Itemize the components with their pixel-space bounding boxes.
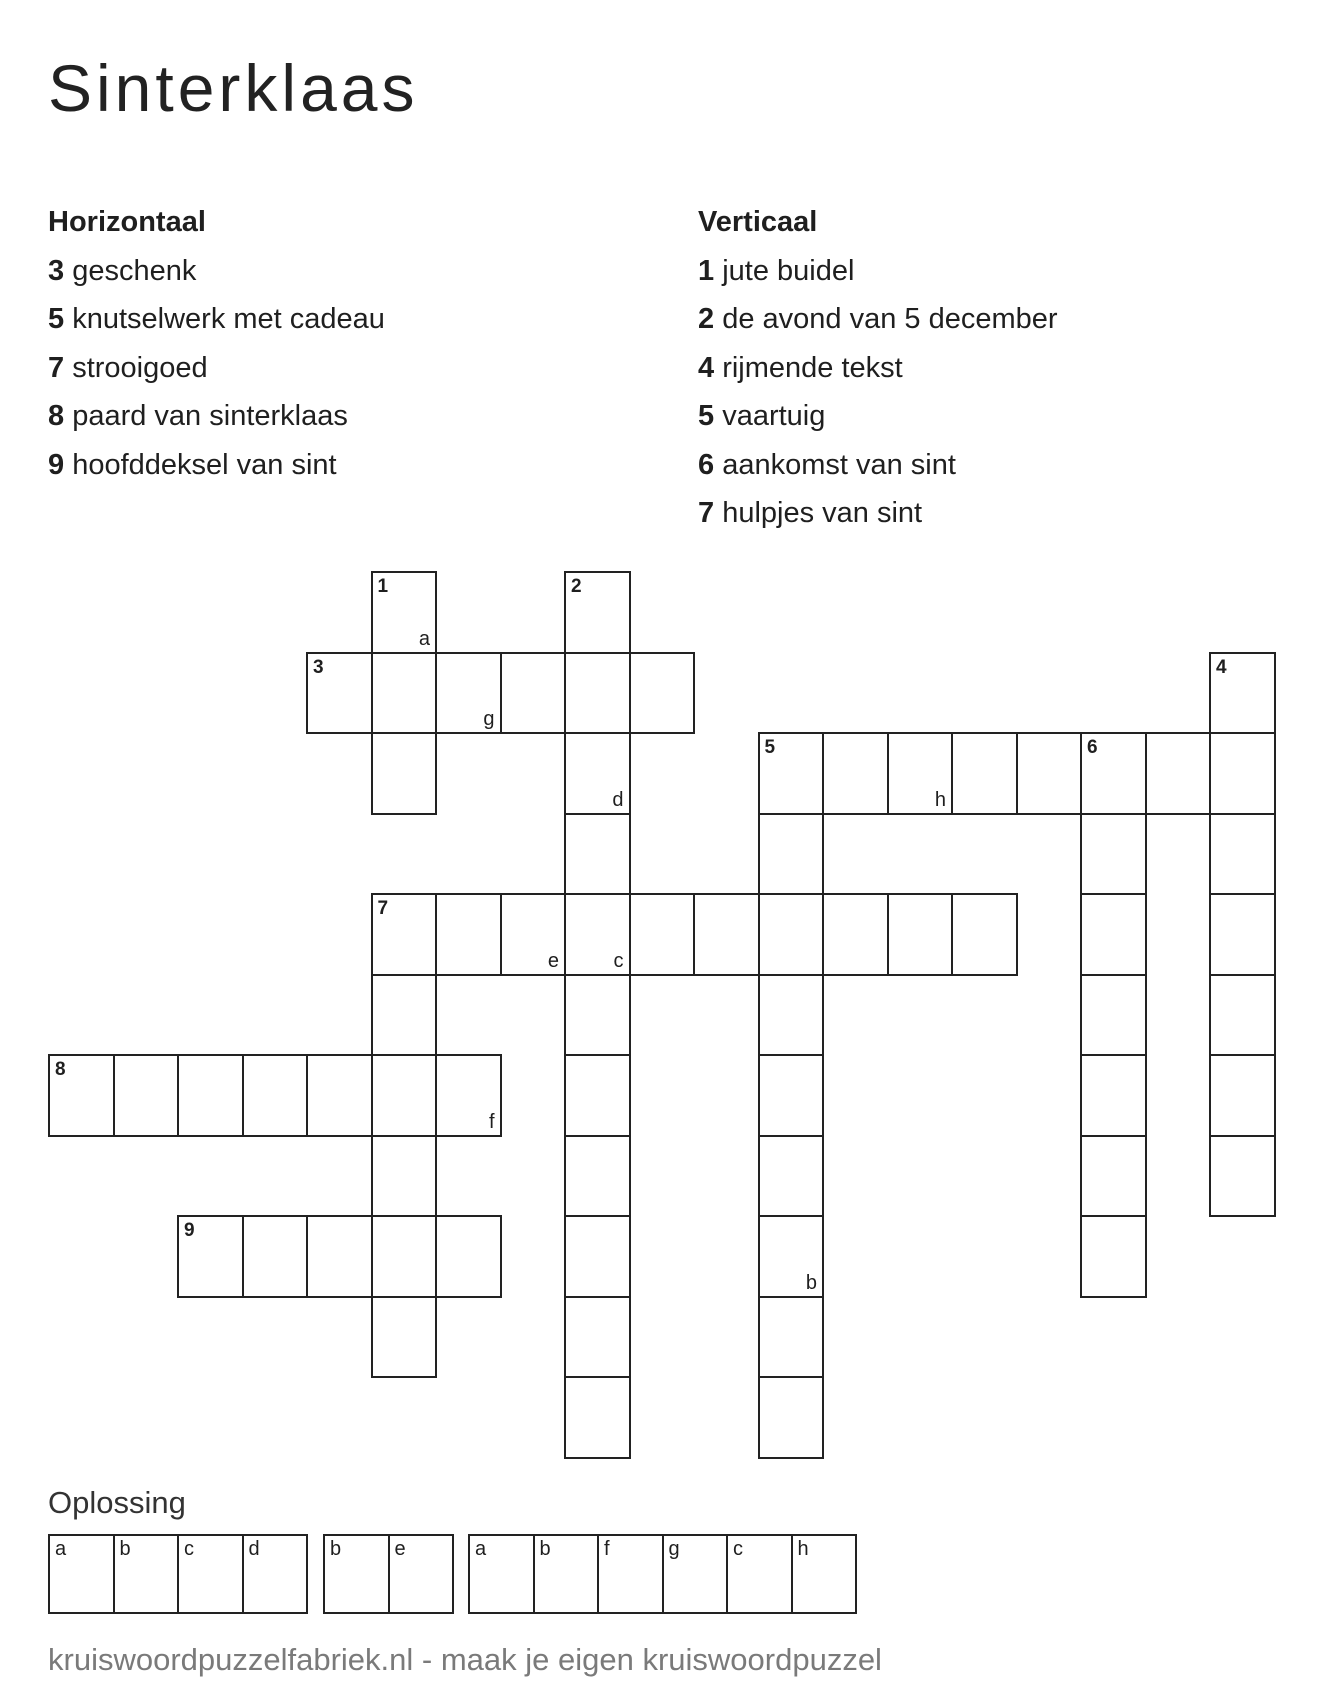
grid-cell[interactable]	[758, 1215, 825, 1298]
grid-cell[interactable]	[177, 1215, 244, 1298]
grid-cell[interactable]	[564, 571, 631, 654]
grid-cell[interactable]	[951, 893, 1018, 976]
grid-cell[interactable]	[951, 732, 1018, 815]
clue-text: hulpjes van sint	[722, 497, 923, 529]
grid-cell[interactable]	[1145, 732, 1212, 815]
grid-cell[interactable]	[435, 1215, 502, 1298]
solution-marker: c	[613, 949, 624, 972]
grid-cell[interactable]	[1016, 732, 1083, 815]
cell-number: 9	[184, 1220, 195, 1241]
solution-box-letter: a	[475, 1538, 487, 1560]
cell-number: 4	[1216, 656, 1227, 678]
clue-text: knutselwerk met cadeau	[72, 303, 385, 335]
grid-cell[interactable]	[1209, 1135, 1276, 1218]
clue-text: rijmende tekst	[722, 351, 903, 384]
solution-box-letter: a	[55, 1538, 67, 1560]
clue-number: 6	[698, 448, 715, 481]
clue-number: 5	[698, 400, 715, 432]
grid-cell[interactable]	[758, 1296, 825, 1379]
grid-cell[interactable]	[500, 893, 567, 976]
solution-box[interactable]	[791, 1534, 858, 1614]
solution-label: Oplossing	[48, 1485, 186, 1520]
grid-cell[interactable]	[371, 1296, 438, 1379]
grid-cell[interactable]	[1209, 893, 1276, 976]
grid-cell[interactable]	[435, 652, 502, 735]
grid-cell[interactable]	[435, 1054, 502, 1137]
clue-number: 4	[698, 351, 715, 384]
solution-box[interactable]	[48, 1534, 115, 1614]
grid-cell[interactable]	[758, 813, 825, 896]
clue-number: 1	[698, 254, 715, 287]
solution-box-letter: d	[248, 1538, 260, 1560]
grid-cell[interactable]	[822, 893, 889, 976]
puzzle-title: Sinterklaas	[48, 51, 419, 125]
clue-text: de avond van 5 december	[722, 303, 1058, 335]
solution-marker: f	[488, 1110, 495, 1133]
solution-box-letter: e	[394, 1538, 406, 1560]
clue-number: 8	[48, 400, 65, 432]
grid-cell[interactable]	[564, 1135, 631, 1218]
down-heading: Verticaal	[698, 206, 818, 238]
solution-box[interactable]	[177, 1534, 244, 1614]
grid-cell[interactable]	[371, 1215, 438, 1298]
cell-number: 8	[55, 1059, 66, 1080]
grid-cell[interactable]	[564, 652, 631, 735]
solution-marker: d	[612, 788, 624, 811]
solution-box[interactable]	[597, 1534, 664, 1614]
cell-number: 2	[571, 576, 582, 597]
grid-cell[interactable]	[371, 1054, 438, 1137]
grid-cell[interactable]	[758, 974, 825, 1057]
grid-cell[interactable]	[371, 1135, 438, 1218]
solution-box[interactable]	[388, 1534, 455, 1614]
grid-cell[interactable]	[1080, 893, 1147, 976]
solution-box-letter: c	[733, 1538, 743, 1560]
grid-cell[interactable]	[1209, 974, 1276, 1057]
grid-cell[interactable]	[371, 652, 438, 735]
grid-cell[interactable]	[758, 732, 825, 815]
solution-box[interactable]	[113, 1534, 180, 1614]
grid-cell[interactable]	[564, 813, 631, 896]
solution-box-letter: b	[330, 1538, 342, 1560]
clue-text: paard van sinterklaas	[72, 400, 348, 432]
grid-cell[interactable]	[371, 571, 438, 654]
grid-cell[interactable]	[887, 732, 954, 815]
clue-number: 7	[698, 497, 715, 529]
clue-text: hoofddeksel van sint	[72, 448, 337, 481]
grid-cell[interactable]	[1080, 813, 1147, 896]
grid-cell[interactable]	[177, 1054, 244, 1137]
grid-cell[interactable]	[500, 652, 567, 735]
solution-marker: g	[483, 708, 495, 730]
grid-cell[interactable]	[564, 1215, 631, 1298]
cell-number: 1	[377, 576, 389, 597]
grid-cell[interactable]	[564, 893, 631, 976]
solution-box[interactable]	[242, 1534, 309, 1614]
grid-cell[interactable]	[306, 652, 373, 735]
grid-cell[interactable]	[371, 732, 438, 815]
clue-text: geschenk	[72, 254, 197, 287]
grid-cell[interactable]	[887, 893, 954, 976]
grid-cell[interactable]	[758, 1135, 825, 1218]
grid-cell[interactable]	[629, 893, 696, 976]
solution-marker: a	[418, 627, 430, 650]
grid-cell[interactable]	[371, 893, 438, 976]
grid-cell[interactable]	[1080, 732, 1147, 815]
solution-marker: b	[805, 1271, 817, 1294]
solution-box-letter: b	[119, 1538, 131, 1560]
cell-number: 7	[377, 898, 389, 919]
cell-number: 6	[1087, 737, 1098, 758]
grid-cell[interactable]	[1080, 1215, 1147, 1298]
grid-cell[interactable]	[1209, 813, 1276, 896]
grid-cell[interactable]	[822, 732, 889, 815]
cell-number: 3	[313, 656, 324, 678]
clue-number: 7	[48, 351, 65, 384]
clue-text: jute buidel	[722, 254, 855, 287]
grid-cell[interactable]	[242, 1054, 309, 1137]
grid-cell[interactable]	[564, 974, 631, 1057]
clue-number: 9	[48, 448, 65, 481]
grid-cell[interactable]	[1080, 974, 1147, 1057]
grid-cell[interactable]	[758, 1054, 825, 1137]
solution-box-letter: g	[668, 1538, 680, 1560]
grid-cell[interactable]	[1209, 1054, 1276, 1137]
solution-box-letter: b	[539, 1538, 551, 1560]
solution-box-letter: h	[797, 1538, 809, 1560]
grid-cell[interactable]	[1209, 652, 1276, 735]
solution-box[interactable]	[726, 1534, 793, 1614]
solution-box[interactable]	[323, 1534, 390, 1614]
grid-cell[interactable]	[371, 974, 438, 1057]
grid-cell[interactable]	[629, 652, 696, 735]
clue-number: 2	[698, 303, 715, 335]
clue-text: strooigoed	[72, 351, 208, 384]
grid-cell[interactable]	[564, 1296, 631, 1379]
solution-box-letter: c	[184, 1538, 194, 1560]
grid-cell[interactable]	[113, 1054, 180, 1137]
solution-box[interactable]	[468, 1534, 535, 1614]
grid-cell[interactable]	[564, 1376, 631, 1459]
grid-cell[interactable]	[758, 893, 825, 976]
grid-cell[interactable]	[1080, 1135, 1147, 1218]
grid-cell[interactable]	[435, 893, 502, 976]
grid-cell[interactable]	[48, 1054, 115, 1137]
cell-number: 5	[764, 737, 776, 758]
solution-marker: e	[547, 949, 559, 972]
grid-cell[interactable]	[693, 893, 760, 976]
grid-cell[interactable]	[1209, 732, 1276, 815]
grid-cell[interactable]	[758, 1376, 825, 1459]
solution-marker: h	[934, 788, 946, 811]
clue-text: vaartuig	[722, 400, 826, 432]
solution-box[interactable]	[533, 1534, 600, 1614]
across-heading: Horizontaal	[48, 206, 206, 238]
solution-box[interactable]	[662, 1534, 729, 1614]
clue-text: aankomst van sint	[722, 448, 956, 481]
grid-cell[interactable]	[242, 1215, 309, 1298]
grid-cell[interactable]	[1080, 1054, 1147, 1137]
clue-number: 5	[48, 303, 65, 335]
solution-box-letter: f	[604, 1538, 610, 1560]
clue-number: 3	[48, 254, 65, 287]
grid-cell[interactable]	[306, 1215, 373, 1298]
footer-text: kruiswoordpuzzelfabriek.nl - maak je eigen kruiswoordpuzzel	[48, 1642, 882, 1677]
grid-cell[interactable]	[306, 1054, 373, 1137]
grid-cell[interactable]	[564, 1054, 631, 1137]
grid-cell[interactable]	[564, 732, 631, 815]
